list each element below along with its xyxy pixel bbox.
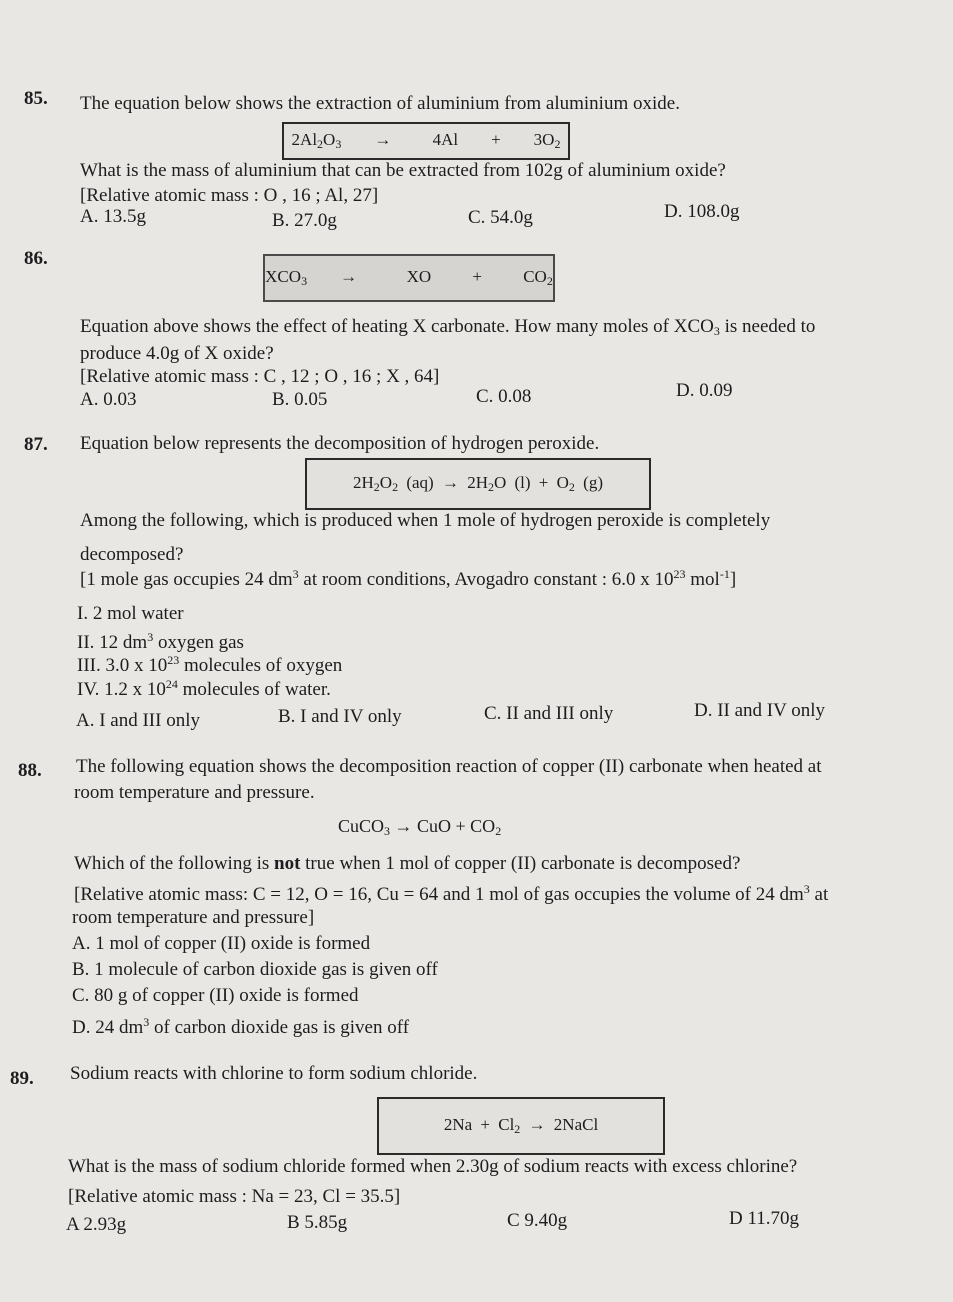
equation-85: $2Al_2O_3$ → 4Al + $3O_2$ bbox=[291, 130, 561, 151]
question-89-stem: Sodium reacts with chlorine to form sodium chloride. bbox=[70, 1063, 478, 1084]
question-88-relative-line2: room temperature and pressure] bbox=[72, 907, 315, 928]
statement-87-iii: III. 3.0 x $10^{23}$ molecules of oxygen bbox=[77, 653, 343, 676]
option-89-d: D 11.70g bbox=[729, 1208, 800, 1229]
option-88-d: D. 24 $dm^3$ of carbon dioxide gas is given off bbox=[72, 1015, 410, 1038]
option-88-b: B. 1 molecule of carbon dioxide gas is given off bbox=[72, 959, 438, 980]
question-87-stem: Equation below represents the decomposition of hydrogen peroxide. bbox=[80, 433, 600, 454]
equation-86: $XCO_3$ → XO + $CO_2$ bbox=[265, 267, 553, 288]
question-86-relative-mass: [Relative atomic mass : C , 12 ; O , 16 ; X , 64] bbox=[80, 366, 440, 387]
option-86-b: B. 0.05 bbox=[272, 389, 328, 410]
option-85-b: B. 27.0g bbox=[272, 210, 337, 231]
question-89-number: 89. bbox=[10, 1068, 34, 1089]
question-88-text: Which of the following is not true when 1 mol of copper (II) carbonate is decomposed? bbox=[74, 853, 741, 874]
equation-86-box bbox=[263, 254, 555, 302]
option-87-c: C. II and III only bbox=[484, 703, 614, 724]
option-86-c: C. 0.08 bbox=[476, 386, 532, 407]
statement-87-i: I. 2 mol water bbox=[77, 603, 184, 624]
question-85-text: What is the mass of aluminium that can be extracted from 102g of aluminium oxide? bbox=[80, 160, 726, 181]
question-88-number: 88. bbox=[18, 760, 42, 781]
question-87-note: [1 mole gas occupies 24 $dm^3$ at room conditions, Avogadro constant : 6.0 x $10^{23}$ mol$^{-1}$] bbox=[80, 567, 737, 590]
question-88-stem-line2: room temperature and pressure. bbox=[74, 782, 315, 803]
option-88-c: C. 80 g of copper (II) oxide is formed bbox=[72, 985, 359, 1006]
option-87-a: A. I and III only bbox=[76, 710, 200, 731]
question-85-relative-mass: [Relative atomic mass : O , 16 ; Al, 27] bbox=[80, 185, 379, 206]
option-89-c: C 9.40g bbox=[507, 1210, 568, 1231]
equation-87-box bbox=[305, 458, 651, 510]
question-87-text-line1: Among the following, which is produced when 1 mole of hydrogen peroxide is completely bbox=[80, 510, 771, 531]
statement-87-ii: II. 12 $dm^3$ oxygen gas bbox=[77, 630, 244, 653]
equation-85-box bbox=[282, 122, 570, 160]
option-88-a: A. 1 mol of copper (II) oxide is formed bbox=[72, 933, 371, 954]
question-88-stem-line1: The following equation shows the decomposition reaction of copper (II) carbonate when heated at bbox=[76, 756, 822, 777]
equation-87: $2H_2O_2$ $(aq) \to 2H_2O$ $(l) + O_2$ (g) bbox=[353, 473, 603, 494]
equation-88: CuCO$_3$ → CuO + $CO_2$ bbox=[338, 816, 502, 838]
question-87-text-line2: decomposed? bbox=[80, 544, 184, 565]
question-86-stem-line2: produce 4.0g of X oxide? bbox=[80, 343, 274, 364]
option-87-d: D. II and IV only bbox=[694, 700, 826, 721]
option-85-d: D. 108.0g bbox=[664, 201, 740, 222]
question-89-text: What is the mass of sodium chloride formed when 2.30g of sodium reacts with excess chlorine? bbox=[68, 1156, 798, 1177]
question-85-number: 85. bbox=[24, 88, 48, 109]
option-86-a: A. 0.03 bbox=[80, 389, 137, 410]
question-87-number: 87. bbox=[24, 434, 48, 455]
equation-89: $2Na + Cl_2$ → 2NaCl bbox=[443, 1115, 599, 1136]
equation-89-box bbox=[377, 1097, 665, 1155]
question-85-stem: The equation below shows the extraction of aluminium from aluminium oxide. bbox=[80, 93, 680, 114]
question-89-relative-mass: [Relative atomic mass : Na = 23, Cl = 35.5] bbox=[68, 1186, 401, 1207]
question-86-stem-line1: Equation above shows the effect of heating X carbonate. How many moles of $XCO_3$ is needed to bbox=[80, 316, 816, 338]
option-85-c: C. 54.0g bbox=[468, 207, 533, 228]
option-89-b: B 5.85g bbox=[287, 1212, 348, 1233]
question-86-number: 86. bbox=[24, 248, 48, 269]
option-85-a: A. 13.5g bbox=[80, 206, 146, 227]
option-89-a: A 2.93g bbox=[66, 1214, 127, 1235]
option-86-d: D. 0.09 bbox=[676, 380, 733, 401]
question-88-relative-line1: [Relative atomic mass: C = 12, O = 16, Cu = 64 and 1 mol of gas occupies the volume of 24 $dm^3$ at bbox=[74, 882, 829, 905]
statement-87-iv: IV. 1.2 x $10^{24}$ molecules of water. bbox=[77, 677, 331, 700]
option-87-b: B. I and IV only bbox=[278, 706, 402, 727]
